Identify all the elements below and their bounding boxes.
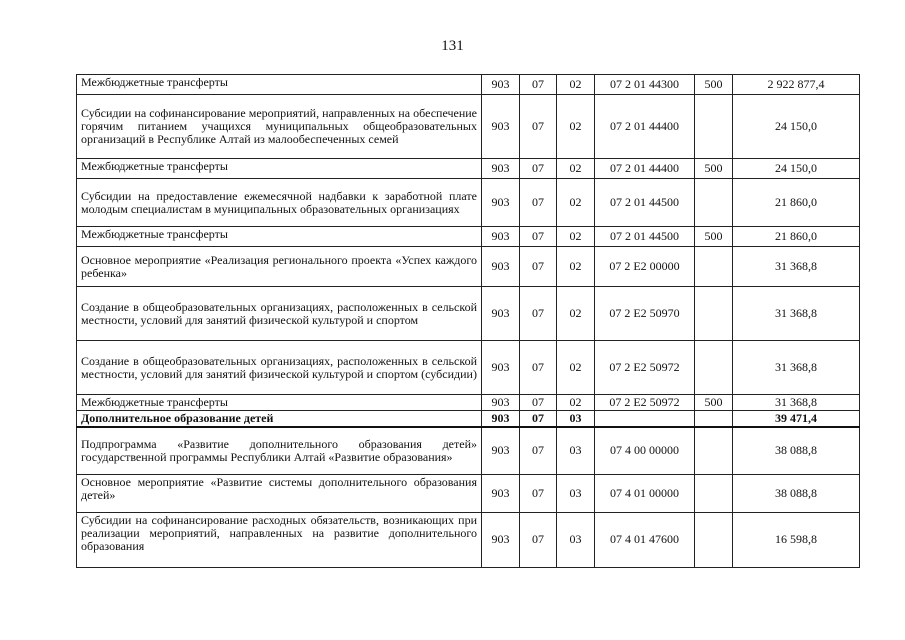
row-target-code: 07 2 01 44500 xyxy=(595,227,695,247)
row-type-code xyxy=(695,95,733,159)
row-name: Создание в общеобразовательных организациях, расположенных в сельской местности, условий для занятий физической культурой и спортом xyxy=(77,287,482,341)
row-section-code: 07 xyxy=(520,227,557,247)
table-row xyxy=(77,95,860,159)
row-amount: 16 598,8 xyxy=(733,512,860,567)
row-target-code xyxy=(595,411,695,428)
table-row-section-heading xyxy=(77,411,860,428)
row-name: Субсидии на софинансирование расходных обязательств, возникающих при реализации мероприятий, направленных на развитие дополнительного образования xyxy=(77,512,482,567)
table-row xyxy=(77,159,860,179)
row-target-code: 07 4 01 47600 xyxy=(595,512,695,567)
row-subsection-code: 02 xyxy=(557,395,595,411)
row-target-code: 07 2 01 44400 xyxy=(595,95,695,159)
row-name: Создание в общеобразовательных организациях, расположенных в сельской местности, условий для занятий физической культурой и спортом (субсидии) xyxy=(77,341,482,395)
row-admin-code: 903 xyxy=(482,512,520,567)
row-section-code: 07 xyxy=(520,474,557,512)
budget-table xyxy=(76,74,860,568)
row-section-code: 07 xyxy=(520,287,557,341)
row-subsection-code: 03 xyxy=(557,512,595,567)
row-section-code: 07 xyxy=(520,179,557,227)
row-amount: 38 088,8 xyxy=(733,474,860,512)
row-target-code: 07 2 01 44500 xyxy=(595,179,695,227)
row-name: Подпрограмма «Развитие дополнительного образования детей» государственной программы Республики Алтай «Развитие образования» xyxy=(77,427,482,474)
row-admin-code: 903 xyxy=(482,474,520,512)
row-admin-code: 903 xyxy=(482,95,520,159)
page-number: 131 xyxy=(441,38,464,54)
row-subsection-code: 02 xyxy=(557,341,595,395)
row-subsection-code: 02 xyxy=(557,159,595,179)
row-type-code: 500 xyxy=(695,75,733,95)
table-row xyxy=(77,247,860,287)
row-admin-code: 903 xyxy=(482,227,520,247)
row-admin-code: 903 xyxy=(482,179,520,227)
table-row xyxy=(77,427,860,474)
row-type-code xyxy=(695,512,733,567)
row-subsection-code: 03 xyxy=(557,411,595,428)
row-subsection-code: 03 xyxy=(557,427,595,474)
row-subsection-code: 02 xyxy=(557,95,595,159)
table-row xyxy=(77,474,860,512)
row-subsection-code: 02 xyxy=(557,179,595,227)
row-target-code: 07 2 E2 50972 xyxy=(595,395,695,411)
row-target-code: 07 2 01 44400 xyxy=(595,159,695,179)
row-name: Дополнительное образование детей xyxy=(77,411,482,428)
row-target-code: 07 2 E2 50970 xyxy=(595,287,695,341)
row-amount: 2 922 877,4 xyxy=(733,75,860,95)
row-section-code: 07 xyxy=(520,395,557,411)
row-type-code: 500 xyxy=(695,395,733,411)
row-amount: 24 150,0 xyxy=(733,95,860,159)
row-name: Межбюджетные трансферты xyxy=(77,395,482,411)
row-type-code xyxy=(695,427,733,474)
row-section-code: 07 xyxy=(520,75,557,95)
table-row xyxy=(77,395,860,411)
row-amount: 21 860,0 xyxy=(733,179,860,227)
row-subsection-code: 02 xyxy=(557,287,595,341)
row-admin-code: 903 xyxy=(482,395,520,411)
row-target-code: 07 2 E2 50972 xyxy=(595,341,695,395)
row-type-code xyxy=(695,341,733,395)
row-admin-code: 903 xyxy=(482,247,520,287)
row-section-code: 07 xyxy=(520,411,557,428)
row-amount: 39 471,4 xyxy=(733,411,860,428)
row-type-code xyxy=(695,247,733,287)
table-row xyxy=(77,227,860,247)
row-admin-code: 903 xyxy=(482,75,520,95)
row-target-code: 07 4 00 00000 xyxy=(595,427,695,474)
table-row xyxy=(77,512,860,567)
row-subsection-code: 02 xyxy=(557,227,595,247)
row-name: Субсидии на софинансирование мероприятий, направленных на обеспечение горячим питанием учащихся муниципальных общеобразовательных организаций в Республике Алтай из малообеспеченных семей xyxy=(77,95,482,159)
row-name: Основное мероприятие «Развитие системы дополнительного образования детей» xyxy=(77,474,482,512)
row-subsection-code: 02 xyxy=(557,75,595,95)
row-section-code: 07 xyxy=(520,341,557,395)
row-amount: 31 368,8 xyxy=(733,287,860,341)
row-admin-code: 903 xyxy=(482,427,520,474)
table-row xyxy=(77,287,860,341)
row-subsection-code: 03 xyxy=(557,474,595,512)
row-type-code: 500 xyxy=(695,159,733,179)
row-type-code xyxy=(695,411,733,428)
row-amount: 31 368,8 xyxy=(733,247,860,287)
row-section-code: 07 xyxy=(520,427,557,474)
table-row xyxy=(77,179,860,227)
row-target-code: 07 4 01 00000 xyxy=(595,474,695,512)
row-name: Межбюджетные трансферты xyxy=(77,159,482,179)
row-section-code: 07 xyxy=(520,512,557,567)
row-amount: 31 368,8 xyxy=(733,395,860,411)
row-section-code: 07 xyxy=(520,159,557,179)
row-admin-code: 903 xyxy=(482,159,520,179)
row-type-code xyxy=(695,287,733,341)
row-name: Субсидии на предоставление ежемесячной надбавки к заработной плате молодым специалистам в муниципальных образовательных организациях xyxy=(77,179,482,227)
row-name: Основное мероприятие «Реализация регионального проекта «Успех каждого ребенка» xyxy=(77,247,482,287)
row-amount: 24 150,0 xyxy=(733,159,860,179)
table-row xyxy=(77,341,860,395)
row-target-code: 07 2 E2 00000 xyxy=(595,247,695,287)
row-admin-code: 903 xyxy=(482,341,520,395)
table-row xyxy=(77,75,860,95)
row-type-code xyxy=(695,179,733,227)
row-amount: 21 860,0 xyxy=(733,227,860,247)
row-target-code: 07 2 01 44300 xyxy=(595,75,695,95)
row-type-code xyxy=(695,474,733,512)
row-subsection-code: 02 xyxy=(557,247,595,287)
row-type-code: 500 xyxy=(695,227,733,247)
row-section-code: 07 xyxy=(520,95,557,159)
row-admin-code: 903 xyxy=(482,411,520,428)
row-amount: 38 088,8 xyxy=(733,427,860,474)
row-amount: 31 368,8 xyxy=(733,341,860,395)
row-name: Межбюджетные трансферты xyxy=(77,227,482,247)
row-section-code: 07 xyxy=(520,247,557,287)
row-name: Межбюджетные трансферты xyxy=(77,75,482,95)
row-admin-code: 903 xyxy=(482,287,520,341)
